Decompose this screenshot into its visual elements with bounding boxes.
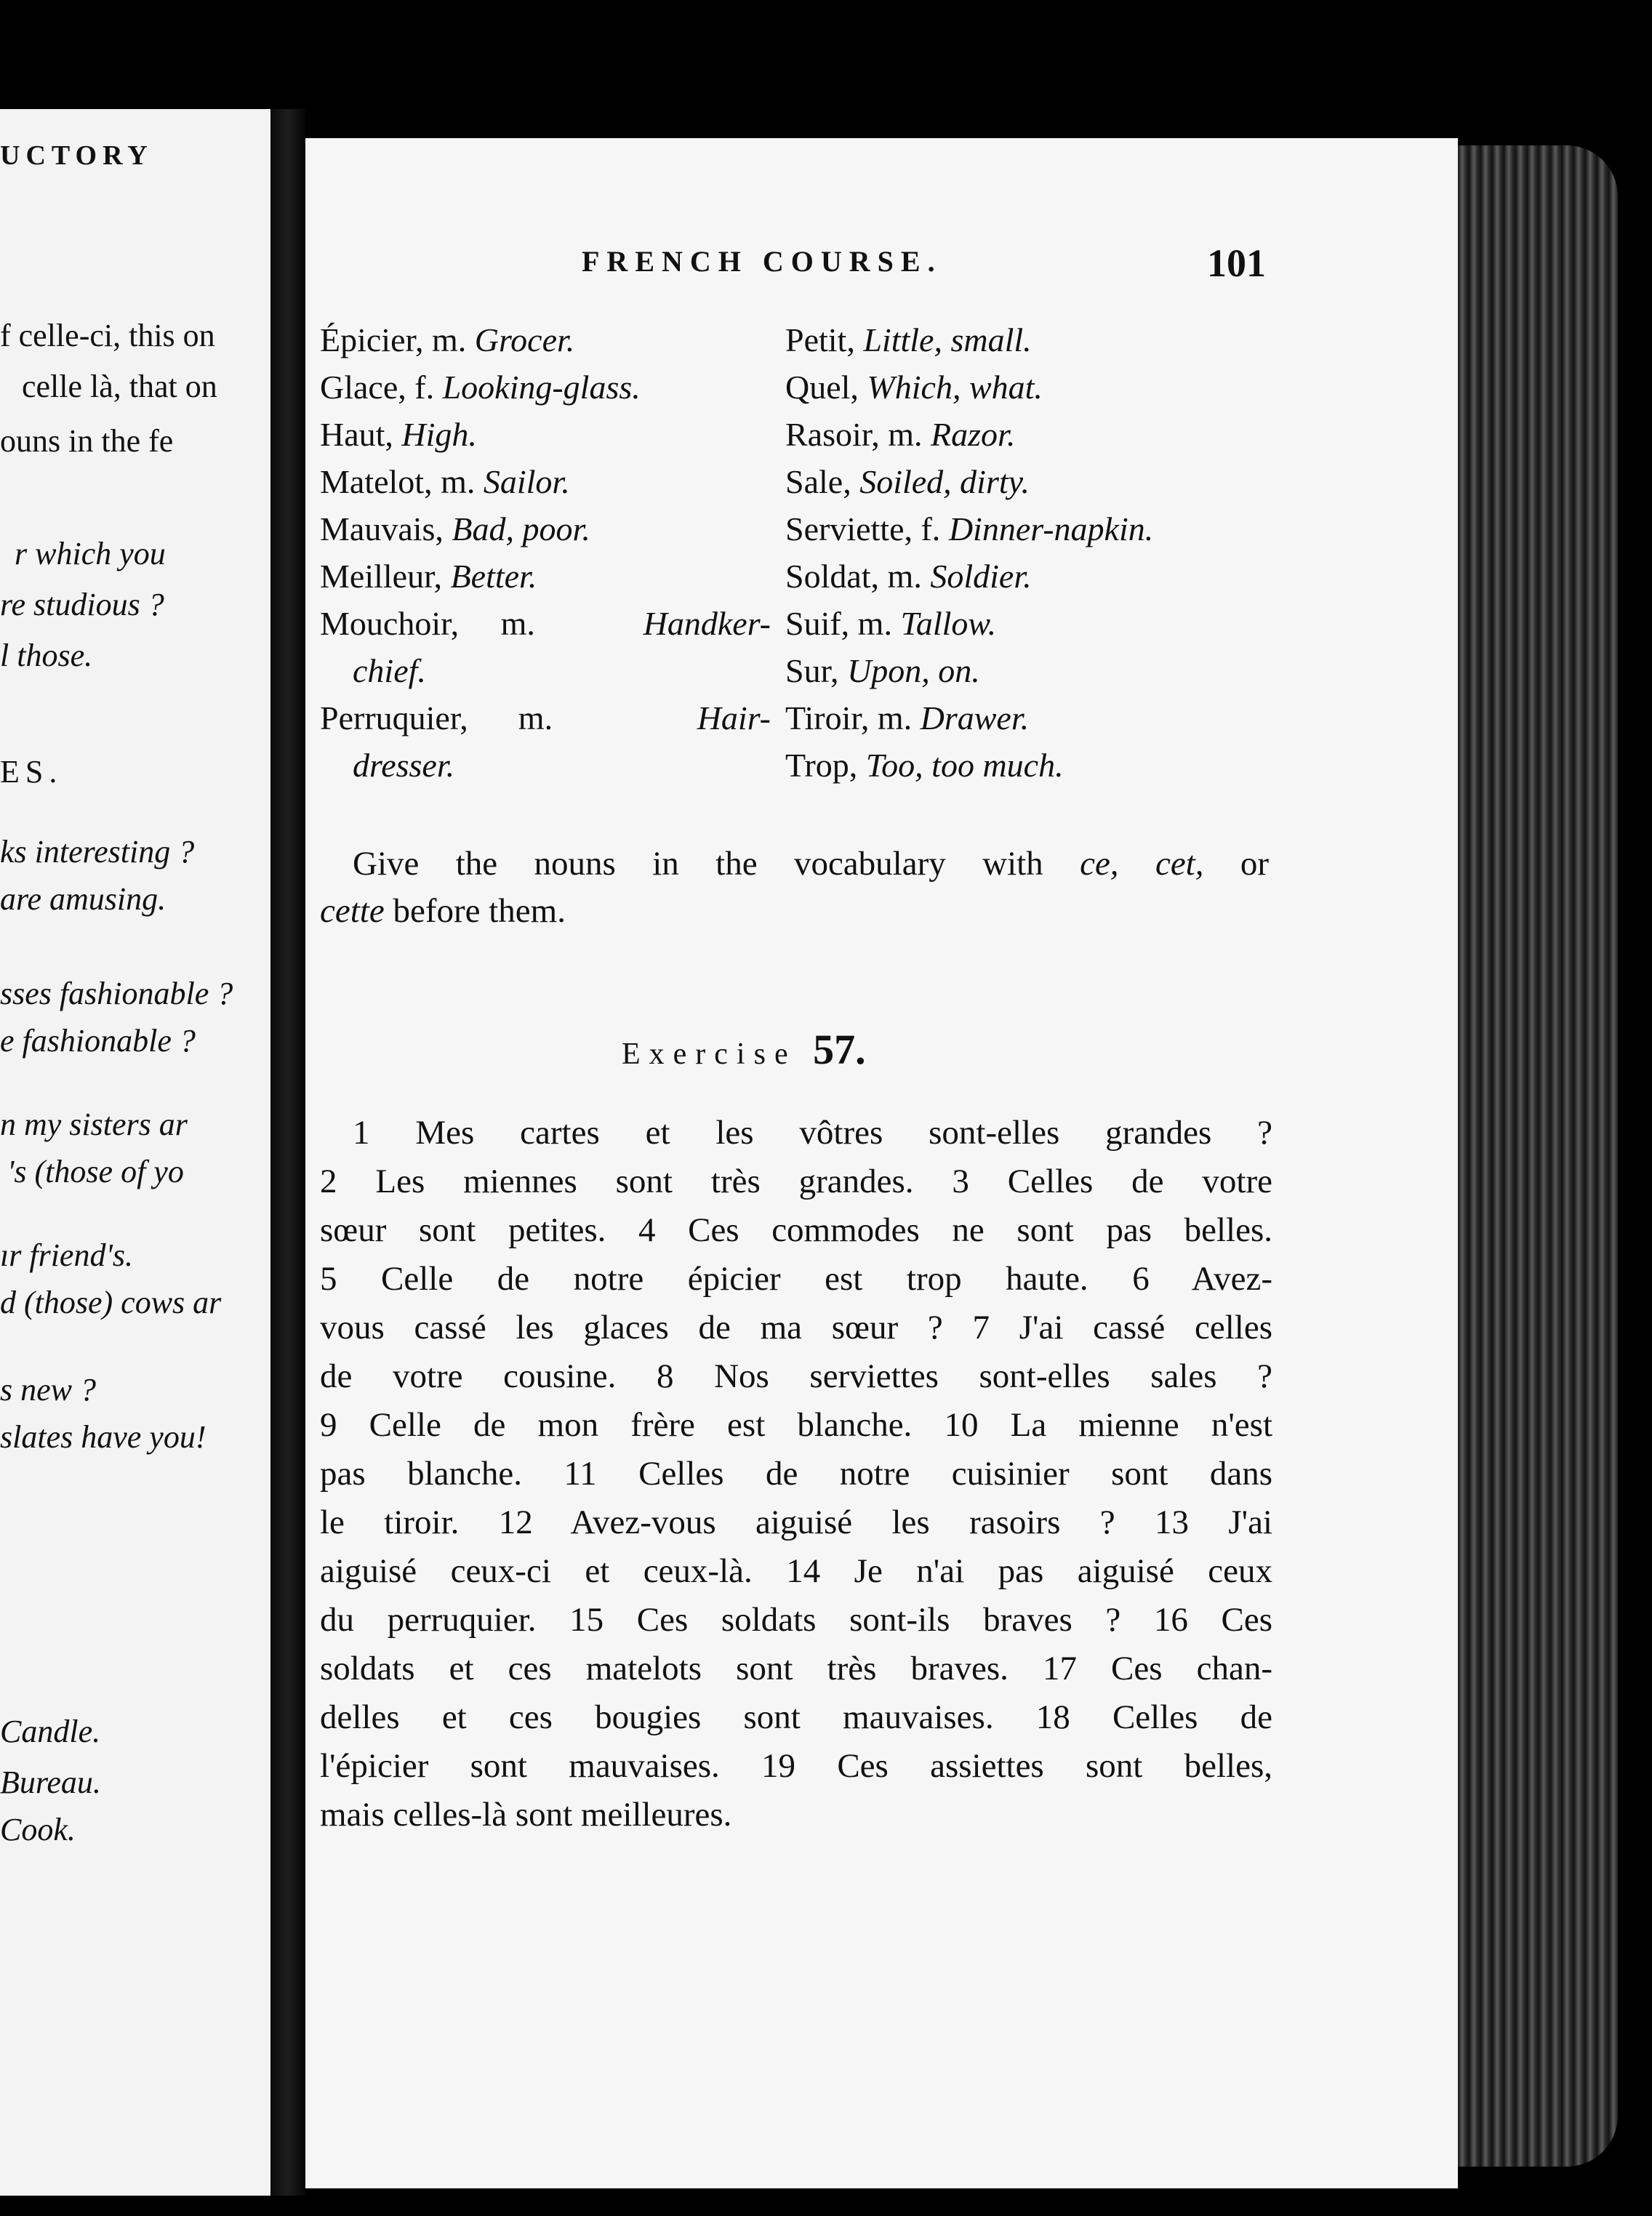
instruction-line-2: cette before them. [320,892,566,930]
left-page-line: Bureau. [0,1765,101,1800]
vocab-gloss: Grocer. [474,321,575,358]
vocab-gloss: Sailor. [483,463,570,500]
instruction-line-1: Give the nouns in the vocabulary with ce, cet, or [353,845,1270,883]
vocab-gloss: Soiled, dirty. [859,463,1030,500]
left-page-line: ks interesting ? [0,834,195,870]
vocab-word: Trop, [785,747,858,784]
vocab-word: Glace, f. [320,369,435,406]
running-header: FRENCH COURSE. [582,245,942,278]
exercise-line [320,1213,1272,1248]
left-page-line: s new ? [0,1372,96,1408]
exercise-line [353,1116,1272,1150]
exercise-line-text: vous cassé les glaces de ma sœur ? 7 J'ai cassé celles [320,1309,1272,1346]
right-page [305,138,1458,2188]
left-page-line: re studious ? [0,587,164,622]
exercise-line-text: le tiroir. 12 Avez-vous aiguisé les rasoirs ? 13 J'ai [320,1504,1272,1541]
left-page-line: n my sisters ar [0,1107,188,1142]
vocab-entry [785,607,996,641]
vocab-word: Perruquier, m. [320,699,553,736]
exercise-line-text: mais celles-là sont meilleures. [320,1796,732,1834]
left-page-line: ES. [0,754,63,790]
vocab-gloss: Better. [450,558,537,595]
exercise-line [320,1506,1272,1540]
vocab-gloss: Looking-glass. [442,369,641,406]
left-page-line: f celle-ci, this on [0,318,215,353]
vocab-gloss: Little, small. [863,321,1032,358]
left-page-line: d (those) cows ar [0,1285,222,1320]
left-page-line: celle là, that on [22,369,217,404]
exercise-line-text: de votre cousine. 8 Nos serviettes sont-elles sales ? [320,1357,1272,1395]
left-page-line: slates have you! [0,1419,206,1455]
vocab-entry [320,321,575,358]
vocab-entry [320,465,570,499]
vocab-gloss: Drawer. [920,699,1030,736]
vocab-gloss: dresser. [353,747,455,784]
vocab-entry [320,560,537,593]
vocab-gloss: Which, what. [867,369,1043,406]
vocab-entry [785,560,1032,593]
vocab-word: Matelot, m. [320,463,476,500]
left-page-line: are amusing. [0,881,167,917]
left-page-line: Cook. [0,1812,76,1847]
vocab-gloss: Hair- [697,699,771,736]
exercise-line-text: 5 Celle de notre épicier est trop haute. 6 Avez- [320,1260,1272,1298]
vocab-word: Tiroir, m. [785,699,913,736]
exercise-line [320,1408,1272,1442]
vocab-entry [320,418,477,451]
exercise-line-text: aiguisé ceux-ci et ceux-là. 14 Je n'ai pas aiguisé ceux [320,1552,1272,1590]
vocab-gloss: Handker- [643,605,771,642]
vocab-entry [320,371,641,404]
vocab-gloss: Razor. [931,416,1016,453]
exercise-line [320,1311,1272,1345]
vocab-entry [320,699,771,736]
vocab-gloss: Tallow. [900,605,997,642]
page-edges [1458,145,1618,2167]
exercise-line-text: sœur sont petites. 4 Ces commodes ne sont pas belles. [320,1211,1272,1249]
vocab-entry [785,699,1030,736]
left-page-line: sses fashionable ? [0,976,233,1011]
vocab-entry [785,321,1032,358]
vocab-gloss: Too, too much. [865,747,1064,784]
vocab-gloss: chief. [353,652,426,689]
exercise-line-text: 1 Mes cartes et les vôtres sont-elles grandes ? [353,1114,1272,1152]
vocab-entry [785,371,1043,404]
exercise-line-text: l'épicier sont mauvaises. 19 Ces assiettes sont belles, [320,1747,1272,1785]
exercise-line-text: soldats et ces matelots sont très braves. 17 Ces chan- [320,1650,1272,1687]
vocab-entry [785,654,980,688]
vocab-entry [785,418,1015,451]
vocab-word: Rasoir, m. [785,416,923,453]
book-gutter [270,109,305,2196]
vocab-entry [785,465,1030,499]
exercise-line-text: pas blanche. 11 Celles de notre cuisinier sont dans [320,1455,1272,1493]
vocab-word: Mauvais, [320,510,444,547]
exercise-line-text: 2 Les miennes sont très grandes. 3 Celles de votre [320,1163,1272,1200]
vocab-entry [353,654,426,688]
vocab-word: Haut, [320,416,393,453]
vocab-gloss: Bad, poor. [452,510,590,547]
vocab-gloss: Dinner-napkin. [948,510,1154,547]
vocab-entry [785,749,1064,782]
vocab-word: Soldat, m. [785,558,922,595]
exercise-line [320,1554,1272,1589]
vocab-word: Petit, [785,321,855,358]
vocab-word: Suif, m. [785,605,892,642]
vocab-word: Mouchoir, m. [320,605,535,642]
vocab-entry [785,510,1154,547]
exercise-line [320,1357,1272,1395]
exercise-line [320,1262,1272,1296]
left-page-fragment [0,109,270,2196]
exercise-line [320,1457,1272,1491]
exercise-line [320,1798,731,1832]
left-page-line: ır friend's. [0,1237,133,1273]
exercise-line-text: du perruquier. 15 Ces soldats sont-ils braves ? 16 Ces [320,1601,1272,1639]
vocab-word: Sale, [785,463,851,500]
left-page-line: ouns in the fe [0,423,174,459]
exercise-line [320,1749,1272,1783]
left-page-line: 's (those of yo [7,1154,184,1189]
exercise-title: Exercise 57. [622,1026,866,1073]
exercise-line [320,1698,1272,1736]
vocab-entry [320,607,771,641]
vocab-entry [353,749,454,782]
vocab-gloss: High. [401,416,477,453]
vocab-entry [320,510,590,547]
exercise-line [320,1652,1272,1686]
vocab-word: Serviette, f. [785,510,941,547]
vocab-word: Épicier, m. [320,321,467,358]
exercise-line-text: delles et ces bougies sont mauvaises. 18 Celles de [320,1698,1272,1736]
exercise-line-text: 9 Celle de mon frère est blanche. 10 La mienne n'est [320,1406,1272,1444]
left-page-line: UCTORY [0,140,153,171]
page-number: 101 [1207,241,1266,285]
exercise-line [320,1165,1272,1199]
vocab-word: Sur, [785,652,839,689]
vocab-gloss: Upon, on. [847,652,980,689]
left-page-line: r which you [15,536,166,571]
left-page-line: e fashionable ? [0,1023,196,1059]
left-page-line: l those. [0,638,93,673]
vocab-word: Quel, [785,369,859,406]
left-page-line: Candle. [0,1714,101,1749]
exercise-line [320,1603,1272,1637]
vocab-gloss: Soldier. [930,558,1032,595]
vocab-word: Meilleur, [320,558,443,595]
